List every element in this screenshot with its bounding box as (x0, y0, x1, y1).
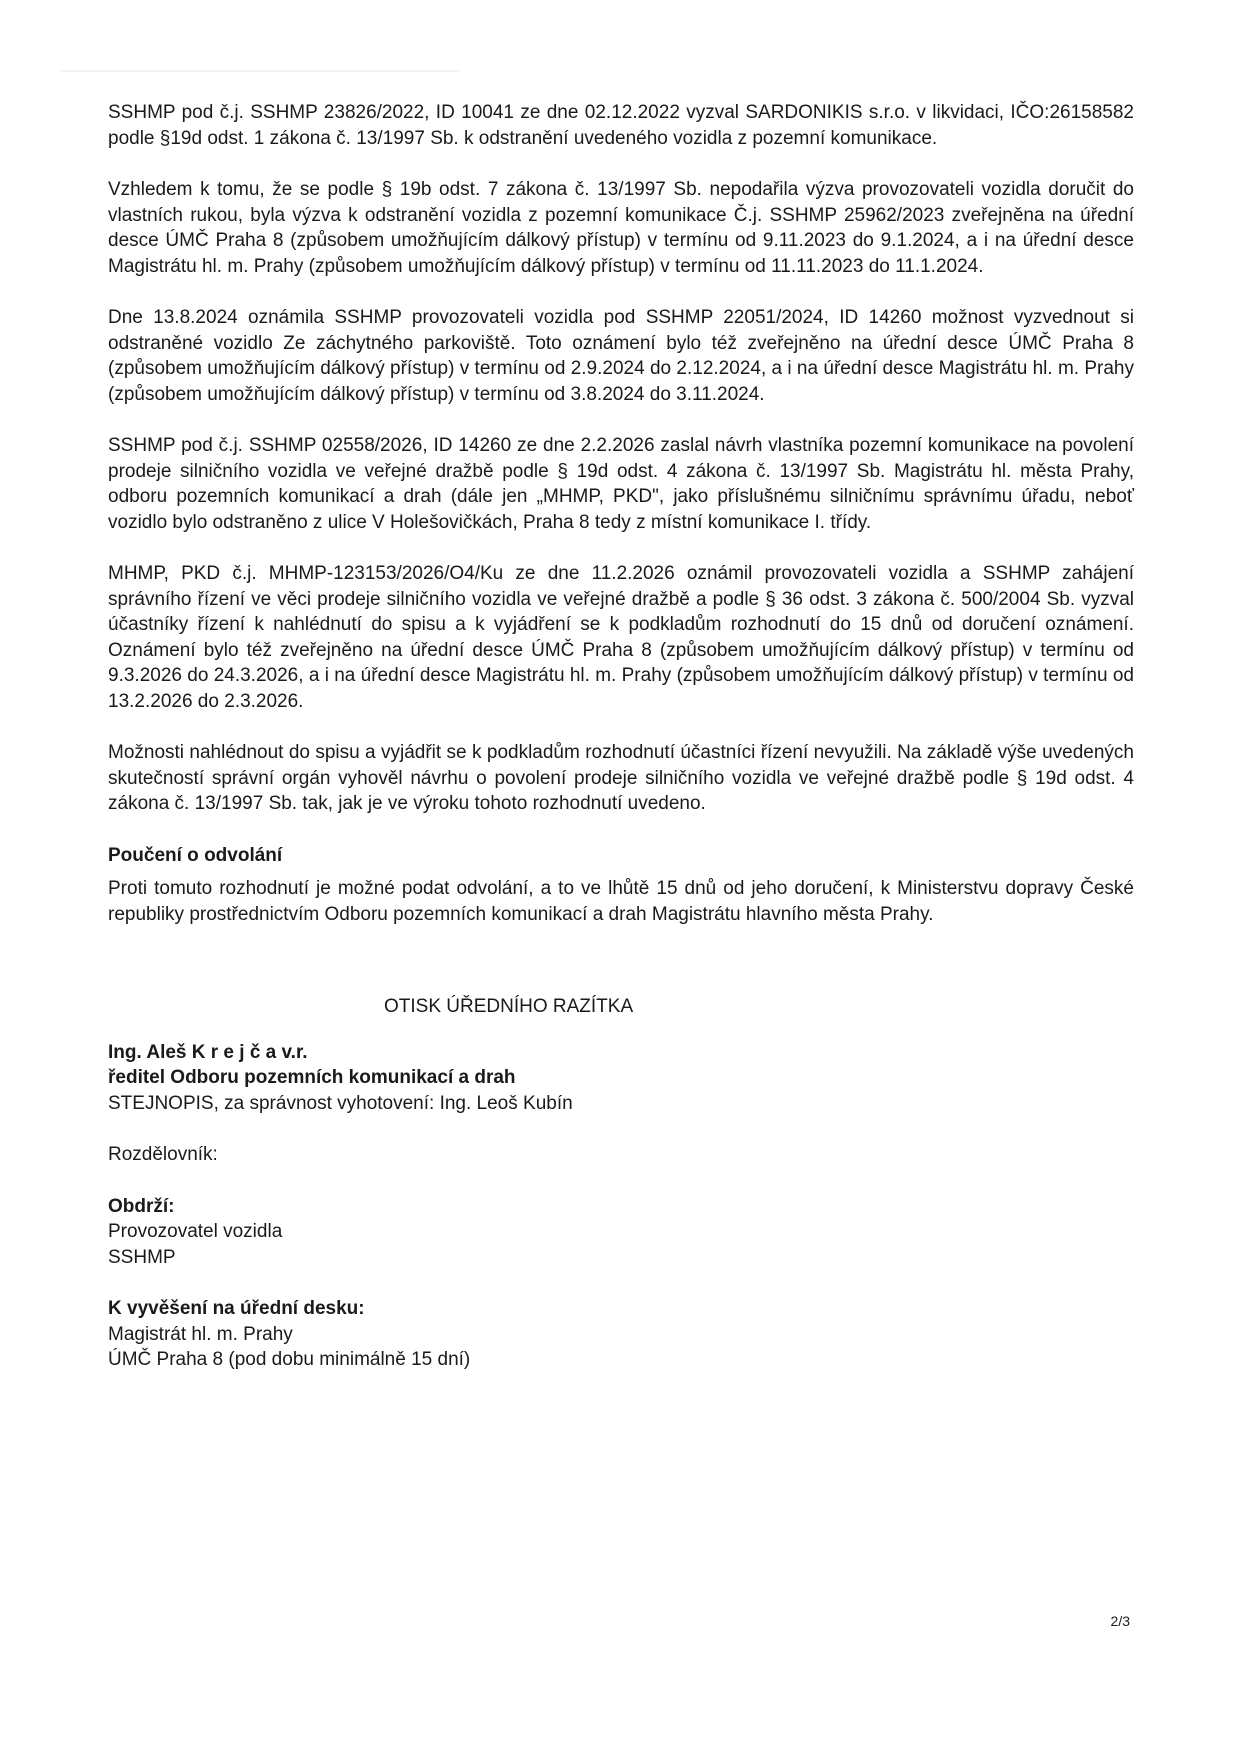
document-body (108, 100, 1134, 1399)
paragraph-delivery-failure: Vzhledem k tomu, že se podle § 19b odst. 7 zákona č. 13/1997 Sb. nepodařila výzva provozovateli vozidla doručit do vlastních rukou, byla výzva k odstranění vozidla z pozemní komunikace Č.j. SSHMP 25962/2023 zveřejněna na úřední desce ÚMČ Praha 8 (způsobem umožňujícím dálkový přístup) v termínu od 9.11.2023 do 9.1.2024, a i na úřední desce Magistrátu hl. m. Prahy (způsobem umožňujícím dálkový přístup) v termínu od 11.11.2023 do 11.1.2024. (108, 179, 1134, 277)
notice-board-item: ÚMČ Praha 8 (pod dobu minimálně 15 dní) (108, 1349, 471, 1370)
signature-block (108, 1040, 1134, 1117)
notice-board-item: Magistrát hl. m. Prahy (108, 1323, 293, 1345)
paragraph-sale-proposal: SSHMP pod č.j. SSHMP 02558/2026, ID 14260 ze dne 2.2.2026 zaslal návrh vlastníka pozemní komunikace na povolení prodeje silničního vozidla ve veřejné dražbě podle § 19d odst. 4 zákona č. 13/1997 Sb. Magistrátu hl. města Prahy, odboru pozemních komunikací a drah (dále jen „MHMP, PKD", jako příslušnému silničnímu správnímu úřadu, neboť vozidlo bylo odstraněno z ulice V Holešovičkách, Praha 8 tedy z místní komunikace I. třídy. (108, 435, 1134, 533)
scan-artifact (60, 70, 460, 72)
recipients-block (108, 1194, 1134, 1271)
signatory-name: Ing. Aleš K r e j č a v.r. (108, 1041, 308, 1063)
copy-verification-note: STEJNOPIS, za správnost vyhotovení: Ing. Leoš Kubín (108, 1092, 573, 1114)
paragraph-pickup-notice: Dne 13.8.2024 oznámila SSHMP provozovateli vozidla pod SSHMP 22051/2024, ID 14260 možnost vyzvednout si odstraněné vozidlo Ze záchytného parkoviště. Toto oznámení bylo též zveřejněno na úřední desce ÚMČ Praha 8 (způsobem umožňujícím dálkový přístup) v termínu od 2.9.2024 do 2.12.2024, a i na úřední desce Magistrátu hl. m. Prahy (způsobem umožňujícím dálkový přístup) v termínu od 3.8.2024 do 3.11.2024. (108, 307, 1134, 405)
appeal-text: Proti tomuto rozhodnutí je možné podat odvolání, a to ve lhůtě 15 dnů od jeho doručení, k Ministerstvu dopravy České republiky prostřednictvím Odboru pozemních komunikací a drah Magistrátu hlavního města Prahy. (108, 878, 1134, 925)
page-number: 2/3 (1110, 1613, 1130, 1629)
official-stamp-placeholder: OTISK ÚŘEDNÍHO RAZÍTKA (384, 996, 634, 1017)
notice-board-block (108, 1296, 1134, 1373)
notice-board-heading: K vyvěšení na úřední desku: (108, 1298, 365, 1319)
signatory-position: ředitel Odboru pozemních komunikací a drah (108, 1067, 516, 1088)
paragraph-removal-notice: SSHMP pod č.j. SSHMP 23826/2022, ID 10041 ze dne 02.12.2022 vyzval SARDONIKIS s.r.o. v likvidaci, IČO:26158582 podle §19d odst. 1 zákona č. 13/1997 Sb. k odstranění uvedeného vozidla z pozemní komunikace. (108, 102, 1134, 149)
recipient-item: SSHMP (108, 1246, 176, 1268)
distribution-label: Rozdělovník: (108, 1144, 218, 1165)
recipients-heading: Obdrží: (108, 1195, 175, 1217)
recipient-item: Provozovatel vozidla (108, 1221, 283, 1242)
appeal-heading: Poučení o odvolání (108, 844, 283, 866)
paragraph-proceedings: MHMP, PKD č.j. MHMP-123153/2026/O4/Ku ze dne 11.2.2026 oznámil provozovateli vozidla a SSHMP zahájení správního řízení ve věci prodeje silničního vozidla ve veřejné dražbě a podle § 36 odst. 3 zákona č. 500/2004 Sb. vyzval účastníky řízení k nahlédnutí do spisu a k vyjádření se k podkladům rozhodnutí do 15 dnů od doručení oznámení. Oznámení bylo též zveřejněno na úřední desce ÚMČ Praha 8 (způsobem umožňujícím dálkový přístup) v termínu od 9.3.2026 do 24.3.2026, a i na úřední desce Magistrátu hl. m. Prahy (způsobem umožňujícím dálkový přístup) v termínu od 13.2.2026 do 2.3.2026. (108, 563, 1134, 712)
paragraph-decision: Možnosti nahlédnout do spisu a vyjádřit se k podkladům rozhodnutí účastníci řízení nevyužili. Na základě výše uvedených skutečností správní orgán vyhověl návrhu o povolení prodeje silničního vozidla ve veřejné dražbě podle § 19d odst. 4 zákona č. 13/1997 Sb. tak, jak je ve výroku tohoto rozhodnutí uvedeno. (108, 742, 1134, 814)
